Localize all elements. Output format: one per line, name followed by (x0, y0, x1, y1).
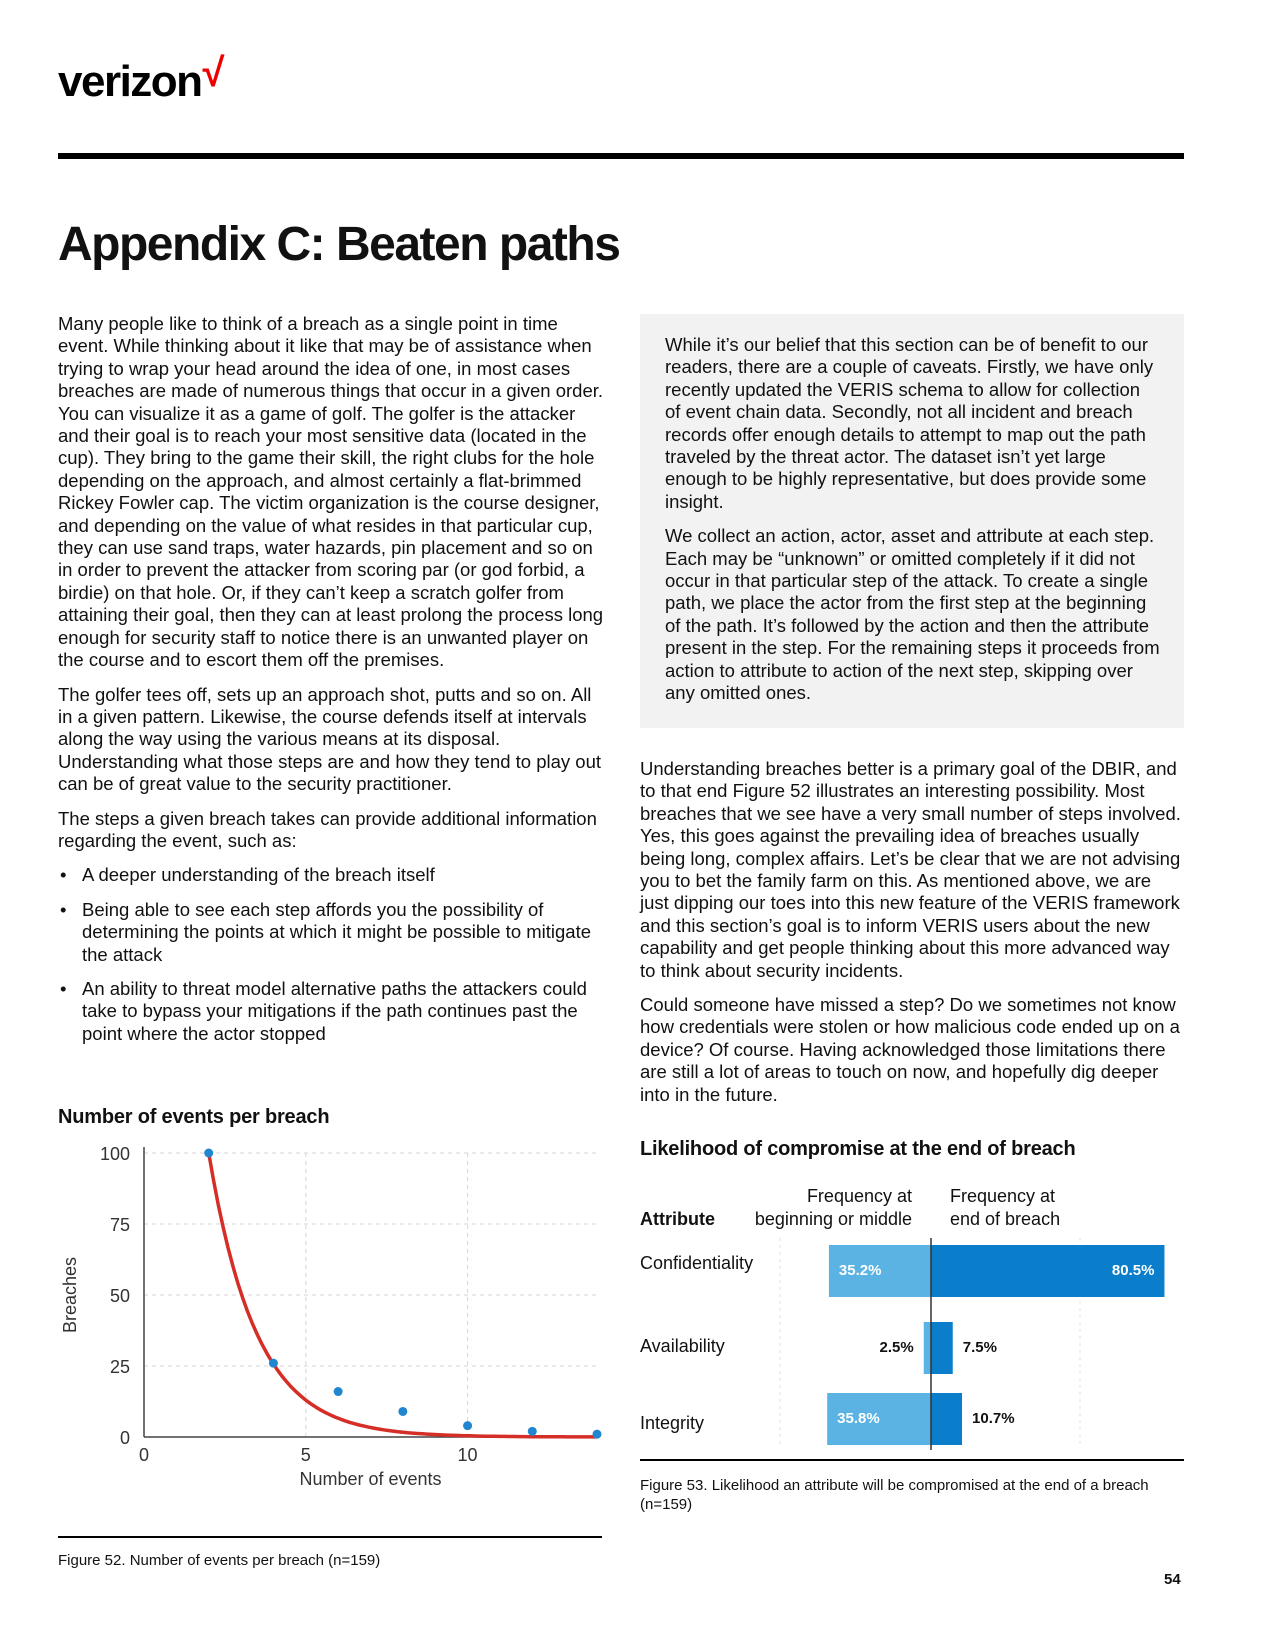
bullet-text: A deeper understanding of the breach itself (82, 864, 435, 886)
right-paragraph-1: Understanding breaches better is a primary goal of the DBIR, and to that end Figure 52 illustrates an interesting possibility. Most breaches that we see have a very small number of steps involved. Yes, this goes against the prevailing idea of breaches usually being long, complex affairs. Let’s be clear that we are not advising you to bet the family farm on this. As mentioned above, we are just dipping our toes into this new feature of the VERIS framework and this section’s goal is to inform VERIS users about the new capability and get people thinking about this more advanced way to think about security incidents. (640, 758, 1181, 981)
data-point (593, 1430, 602, 1439)
x-tick-label: 10 (457, 1445, 478, 1465)
events-per-breach-chart (58, 1135, 618, 1525)
brand-name: verizon (58, 57, 202, 106)
verizon-logo (58, 51, 223, 106)
right-paragraph-2: Could someone have missed a step? Do we sometimes not know how credentials were stolen or how malicious code ended up on a device? Of course. Having acknowledged those limitations there are still a lot of areas to touch on now, and hopefully dig deeper into in the future. (640, 994, 1180, 1105)
data-point (269, 1359, 278, 1368)
right-column (640, 758, 1184, 1118)
figure52-rule (58, 1536, 602, 1538)
header-attribute: Attribute (640, 1209, 715, 1229)
bullet-item (58, 864, 610, 886)
x-tick-label: 0 (138, 1445, 150, 1465)
bar-right-integrity (931, 1393, 962, 1445)
data-point (204, 1149, 213, 1158)
brand-checkmark: √ (202, 51, 223, 95)
x-tick-label: 5 (300, 1445, 311, 1465)
data-point (398, 1407, 407, 1416)
x-axis-label: Number of events (299, 1469, 442, 1489)
data-point (334, 1387, 343, 1396)
bar-right-label: 10.7% (972, 1410, 1015, 1427)
bullet-item (58, 899, 610, 966)
figure52-title: Number of events per breach (58, 1106, 330, 1128)
figure52-caption: Figure 52. Number of events per breach (n=159) (58, 1552, 381, 1569)
bar-left-label: 35.8% (837, 1410, 880, 1427)
page-title: Appendix C: Beaten paths (58, 218, 620, 271)
row-label-confidentiality: Confidentiality (640, 1253, 754, 1273)
header-rule (58, 153, 1184, 159)
bar-left-availability (924, 1322, 931, 1374)
row-label-availability: Availability (640, 1336, 725, 1356)
bar-right-availability (931, 1322, 953, 1374)
attribute-compromise-chart (640, 1180, 1185, 1450)
callout-paragraph-1: While it’s our belief that this section can be of benefit to our readers, there are a couple of caveats. Firstly, we have only recently updated the VERIS schema to allow for collection of event chain data. Secondly, not all incident and breach records offer enough details to attempt to map out the path traveled by the threat actor. The dataset isn’t yet large enough to be highly representative, but does provide some insight. (665, 334, 1154, 512)
data-point (463, 1421, 472, 1430)
caveat-callout-box (640, 314, 1184, 728)
left-paragraph-2: The golfer tees off, sets up an approach shot, putts and so on. All in a given pattern. Likewise, the course defends itself at intervals along the way using the various means at its disposal. Understanding what those steps are and how they tend to play out can be of great value to the security practitioner. (58, 683, 602, 795)
bar-right-label: 80.5% (1111, 1262, 1155, 1279)
y-axis-label: Breaches (60, 1256, 80, 1334)
bar-left-label: 35.2% (838, 1262, 882, 1279)
left-column (58, 313, 610, 1057)
header-left-line1: Frequency at (806, 1186, 912, 1206)
bullet-item (58, 978, 610, 1045)
y-tick-label: 50 (109, 1286, 130, 1306)
data-point (528, 1427, 537, 1436)
callout-paragraph-2: We collect an action, actor, asset and attribute at each step. Each may be “unknown” or omitted completely if it did not occur in that particular step of the attack. To create a single path, we place the actor from the first step at the beginning of the path. It’s followed by the action and then the attribute present in the step. For the remaining steps it proceeds from action to attribute to action of the next step, skipping over any omitted ones. (665, 525, 1160, 704)
left-paragraph-1: Many people like to think of a breach as a single point in time event. While thinking about it like that may be of assistance when trying to wrap your head around the idea of one, in most cases breaches are made of numerous things that occur in a given order. You can visualize it as a game of golf. The golfer is the attacker and their goal is to reach your most sensitive data (located in the cup). They bring to the game their skill, the right clubs for the hole depending on the approach, and almost certainly a flat-brimmed Rickey Fowler cap. The victim organization is the course designer, and depending on the value of what resides in that particular cup, they can use sand traps, water hazards, pin placement and so on in order to prevent the attacker from scoring par (or god forbid, a birdie) on that hole. Or, if they can’t keep a scratch golfer from attaining their goal, then they can at least prolong the process long enough for security staff to notice there is an unwanted player on the course and to escort them off the premises. (58, 313, 604, 671)
y-tick-label: 0 (119, 1428, 130, 1448)
bullet-text: Being able to see each step affords you the possibility of determining the points at which it might be possible to mitigate the attack (82, 898, 592, 965)
left-paragraph-3: The steps a given breach takes can provide additional information regarding the event, such as: (58, 807, 597, 851)
y-tick-label: 75 (109, 1215, 130, 1235)
page-number: 54 (1164, 1571, 1181, 1588)
bullet-text: An ability to threat model alternative paths the attackers could take to bypass your mitigations if the path continues past the point where the actor stopped (82, 977, 587, 1044)
header-left-line2: beginning or middle (754, 1209, 912, 1229)
bar-left-label: 2.5% (879, 1339, 914, 1356)
y-tick-label: 100 (99, 1144, 130, 1164)
figure53-caption: Figure 53. Likelihood an attribute will be compromised at the end of a breach (n=159) (640, 1477, 1149, 1513)
figure53-rule (640, 1459, 1184, 1461)
bullet-marker: • (60, 864, 67, 886)
y-tick-label: 25 (109, 1357, 130, 1377)
bullet-marker: • (60, 977, 67, 999)
bar-right-label: 7.5% (962, 1339, 997, 1356)
header-right-line1: Frequency at (950, 1186, 1056, 1206)
header-right-line2: end of breach (950, 1209, 1061, 1229)
bullet-marker: • (60, 898, 67, 920)
figure53-title: Likelihood of compromise at the end of breach (640, 1138, 1076, 1160)
row-label-integrity: Integrity (640, 1413, 705, 1433)
bullet-list (58, 864, 610, 1045)
